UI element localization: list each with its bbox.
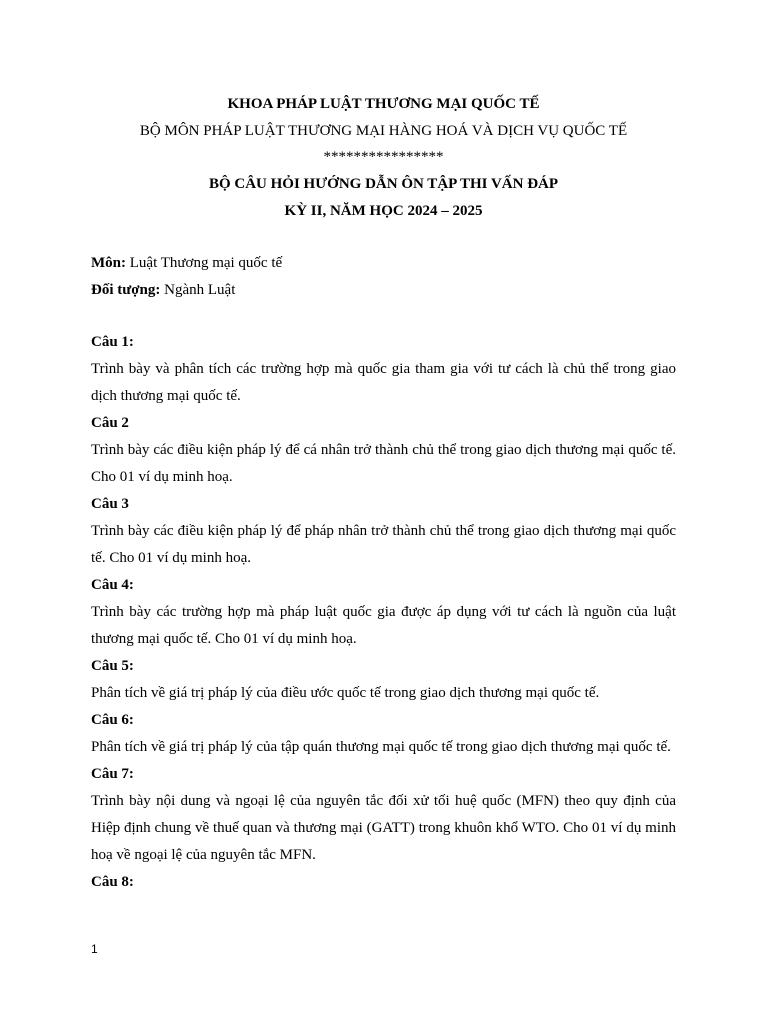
question-body: Trình bày và phân tích các trường hợp mà quốc gia tham gia với tư cách là chủ thể trong giao dịch thương mại quốc tế. — [91, 360, 676, 404]
question-body: Trình bày nội dung và ngoại lệ của nguyên tắc đối xử tối huệ quốc (MFN) theo quy định của Hiệp định chung về thuế quan và thương mại (GATT) trong khuôn khổ WTO. Cho 01 ví dụ minh hoạ về ngoại lệ của nguyên tắc MFN. — [91, 792, 676, 863]
question-4 — [91, 572, 676, 653]
audience-value: Ngành Luật — [160, 281, 236, 298]
question-title: Câu 2 — [91, 414, 129, 431]
question-title: Câu 5: — [91, 657, 134, 674]
question-body: Trình bày các trường hợp mà pháp luật quốc gia được áp dụng với tư cách là nguồn của luật thương mại quốc tế. Cho 01 ví dụ minh hoạ. — [91, 603, 676, 647]
question-title: Câu 7: — [91, 765, 134, 782]
question-title: Câu 3 — [91, 495, 129, 512]
audience-line — [91, 277, 676, 304]
question-body: Phân tích về giá trị pháp lý của tập quán thương mại quốc tế trong giao dịch thương mại quốc tế. — [91, 738, 671, 755]
question-body: Phân tích về giá trị pháp lý của điều ước quốc tế trong giao dịch thương mại quốc tế. — [91, 684, 600, 701]
question-6 — [91, 707, 676, 761]
question-title: Câu 6: — [91, 711, 134, 728]
question-1 — [91, 329, 676, 410]
question-7 — [91, 761, 676, 869]
question-3 — [91, 491, 676, 572]
document-content — [91, 91, 676, 896]
question-title: Câu 8: — [91, 873, 134, 890]
question-2 — [91, 410, 676, 491]
stars-divider: **************** — [323, 149, 444, 166]
page-number: 1 — [91, 942, 98, 956]
question-body: Trình bày các điều kiện pháp lý để cá nhân trở thành chủ thể trong giao dịch thương mại quốc tế. Cho 01 ví dụ minh hoạ. — [91, 441, 676, 485]
faculty-heading: KHOA PHÁP LUẬT THƯƠNG MẠI QUỐC TẾ — [227, 96, 540, 112]
question-title: Câu 4: — [91, 576, 134, 593]
subject-line — [91, 250, 676, 277]
subject-value: Luật Thương mại quốc tế — [126, 254, 283, 271]
question-5 — [91, 653, 676, 707]
subject-label: Môn: — [91, 254, 126, 271]
question-8 — [91, 869, 676, 896]
audience-label: Đối tượng: — [91, 281, 161, 298]
document-title: BỘ CÂU HỎI HƯỚNG DẪN ÔN TẬP THI VẤN ĐÁP — [208, 176, 559, 193]
term-heading: KỲ II, NĂM HỌC 2024 – 2025 — [284, 202, 483, 219]
question-title: Câu 1: — [91, 333, 134, 350]
question-body: Trình bày các điều kiện pháp lý để pháp nhân trở thành chủ thể trong giao dịch thương mại quốc tế. Cho 01 ví dụ minh hoạ. — [91, 522, 676, 566]
department-heading: BỘ MÔN PHÁP LUẬT THƯƠNG MẠI HÀNG HOÁ VÀ DỊCH VỤ QUỐC TẾ — [139, 122, 628, 139]
